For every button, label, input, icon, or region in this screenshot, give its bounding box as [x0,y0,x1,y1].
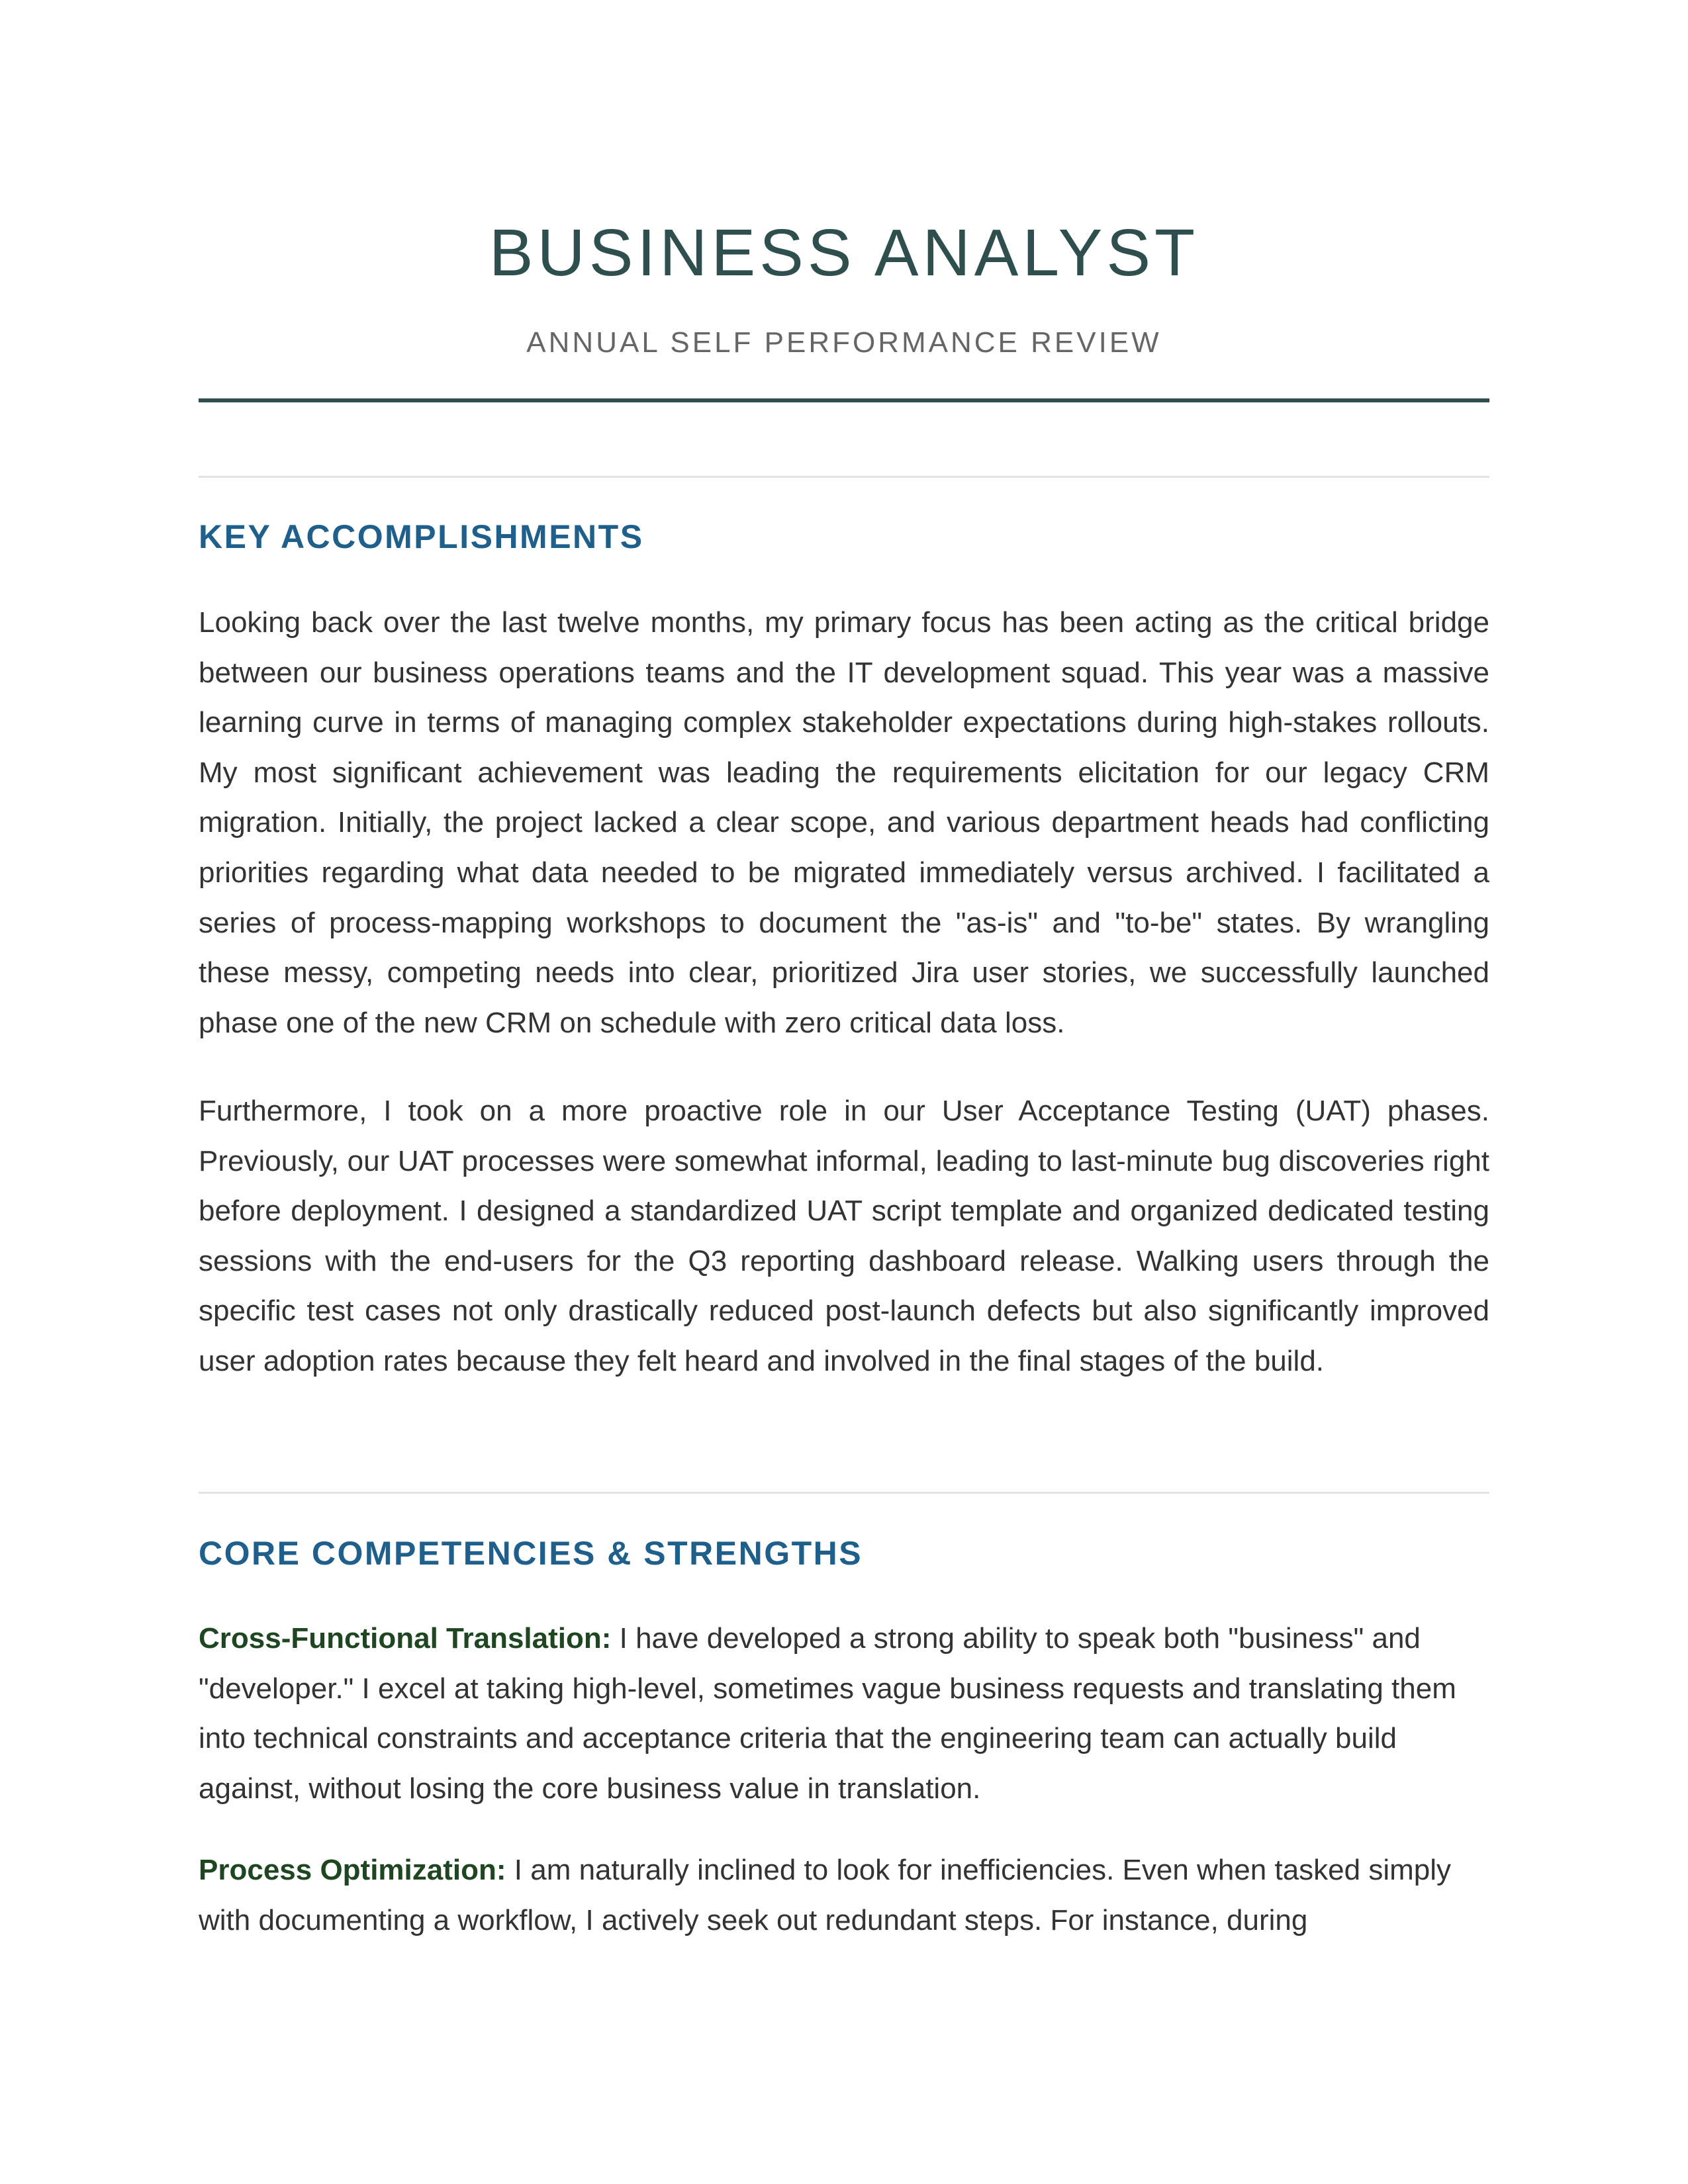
section-heading-key-accomplishments: KEY ACCOMPLISHMENTS [199,518,644,555]
paragraph-accomplishments-2: Furthermore, I took on a more proactive role in our User Acceptance Testing (UAT) phases. Previously, our UAT processes were somewhat informal, leading to last-minute bug discoveries right before deployment. I designed a standardized UAT script template and organized dedicated testing sessions with the end-users for the Q3 reporting dashboard release. Walking users through the specific test cases not only drastically reduced post-launch defects but also significantly improved user adoption rates because they felt heard and involved in the final stages of the build. [199,1095,1489,1377]
competency-term: Cross-Functional Translation: [199,1622,612,1655]
section-divider [199,476,1489,478]
competency-item [199,1614,1489,1813]
document-subtitle: ANNUAL SELF PERFORMANCE REVIEW [526,326,1162,359]
competency-description: I am naturally inclined to look for inefficiencies. Even when tasked simply with documenting a workflow, I actively seek out redundant steps. For instance, during [199,1854,1451,1936]
section-divider [199,1492,1489,1494]
competency-item [199,1845,1489,1945]
paragraph-accomplishments-1: Looking back over the last twelve months, my primary focus has been acting as the critical bridge between our business operations teams and the IT development squad. This year was a massive learning curve in terms of managing complex stakeholder expectations during high-stakes rollouts. My most significant achievement was leading the requirements elicitation for our legacy CRM migration. Initially, the project lacked a clear scope, and various department heads had conflicting priorities regarding what data needed to be migrated immediately versus archived. I facilitated a series of process-mapping workshops to document the "as-is" and "to-be" states. By wrangling these messy, competing needs into clear, prioritized Jira user stories, we successfully launched phase one of the new CRM on schedule with zero critical data loss. [199,606,1489,1039]
competency-term: Process Optimization: [199,1854,506,1886]
competency-description: I have developed a strong ability to speak both "business" and "developer." I excel at taking high-level, sometimes vague business requests and translating them into technical constraints and acceptance criteria that the engineering team can actually build against, without losing the core business value in translation. [199,1622,1456,1805]
document-title: BUSINESS ANALYST [489,216,1199,290]
header-divider [199,398,1489,402]
section-heading-core-competencies: CORE COMPETENCIES & STRENGTHS [199,1535,863,1572]
